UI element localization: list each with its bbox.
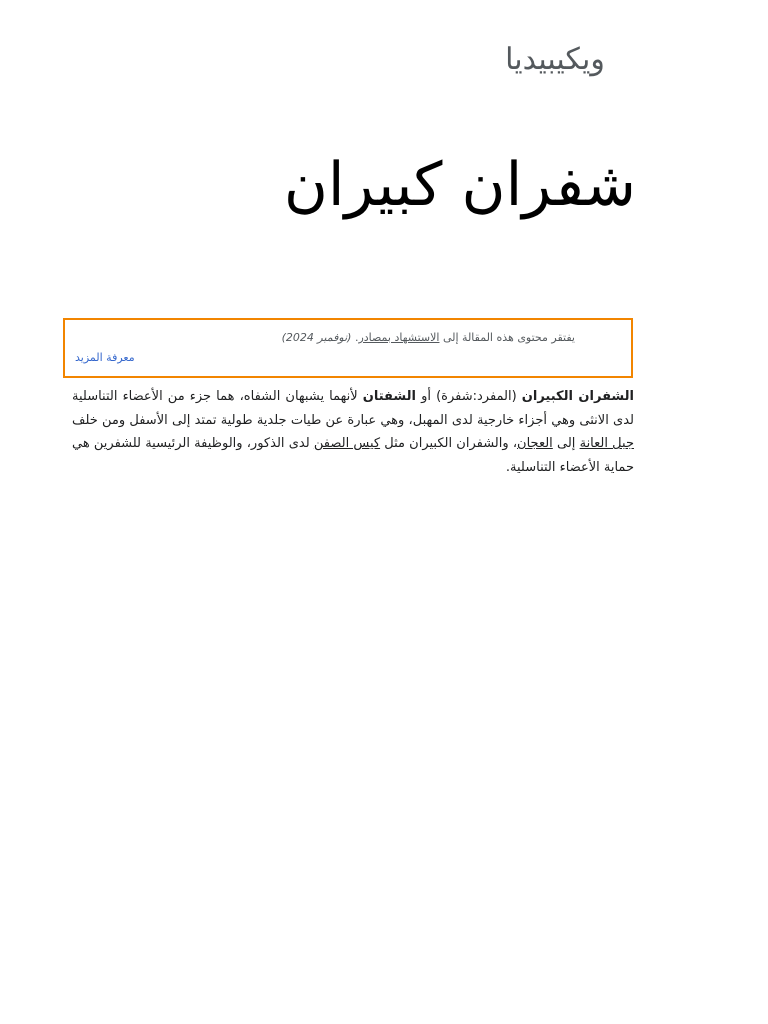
article-text-4: ، والشفران الكبيران مثل <box>380 436 518 451</box>
article-text-2: لأنهما يشبهان الشفاه، هما جزء من الأعضاء التناسلية لدى الانثى وهي أجزاء خارجية لدى المهبل، وهي عبارة عن طيات جلدية طولية تمتد إلى الأسفل ومن خلف <box>72 389 634 428</box>
notice-text-mid: . <box>351 331 359 344</box>
article-lead-paragraph <box>72 385 634 479</box>
article-text-5: لدى الذكور، والوظيفة الرئيسية للشفرين هي حماية الأعضاء التناسلية. <box>72 436 634 475</box>
notice-date: (نوفمبر 2024) <box>281 331 352 344</box>
learn-more-link[interactable]: معرفة المزيد <box>75 351 135 364</box>
link-perineum[interactable]: العجان <box>517 436 553 451</box>
citation-link[interactable]: الاستشهاد بمصادر <box>358 331 440 344</box>
link-mons-pubis[interactable]: جبل العانة <box>579 436 634 451</box>
link-scrotum[interactable]: كيس الصفن <box>313 436 381 451</box>
page-title: شفران كبيران <box>283 150 636 220</box>
term-lips: الشفتان <box>362 389 416 404</box>
article-text-3: إلى <box>552 436 580 451</box>
notice-message <box>105 330 575 346</box>
article-text-1: (المفرد:شفرة) أو <box>415 389 522 404</box>
citation-needed-notice <box>63 318 633 378</box>
notice-text-before: يفتقر محتوى هذه المقالة إلى <box>439 331 575 344</box>
term-labia-majora: الشفران الكبيران <box>521 389 634 404</box>
wikipedia-wordmark[interactable]: ويكيبيديا <box>505 42 605 77</box>
